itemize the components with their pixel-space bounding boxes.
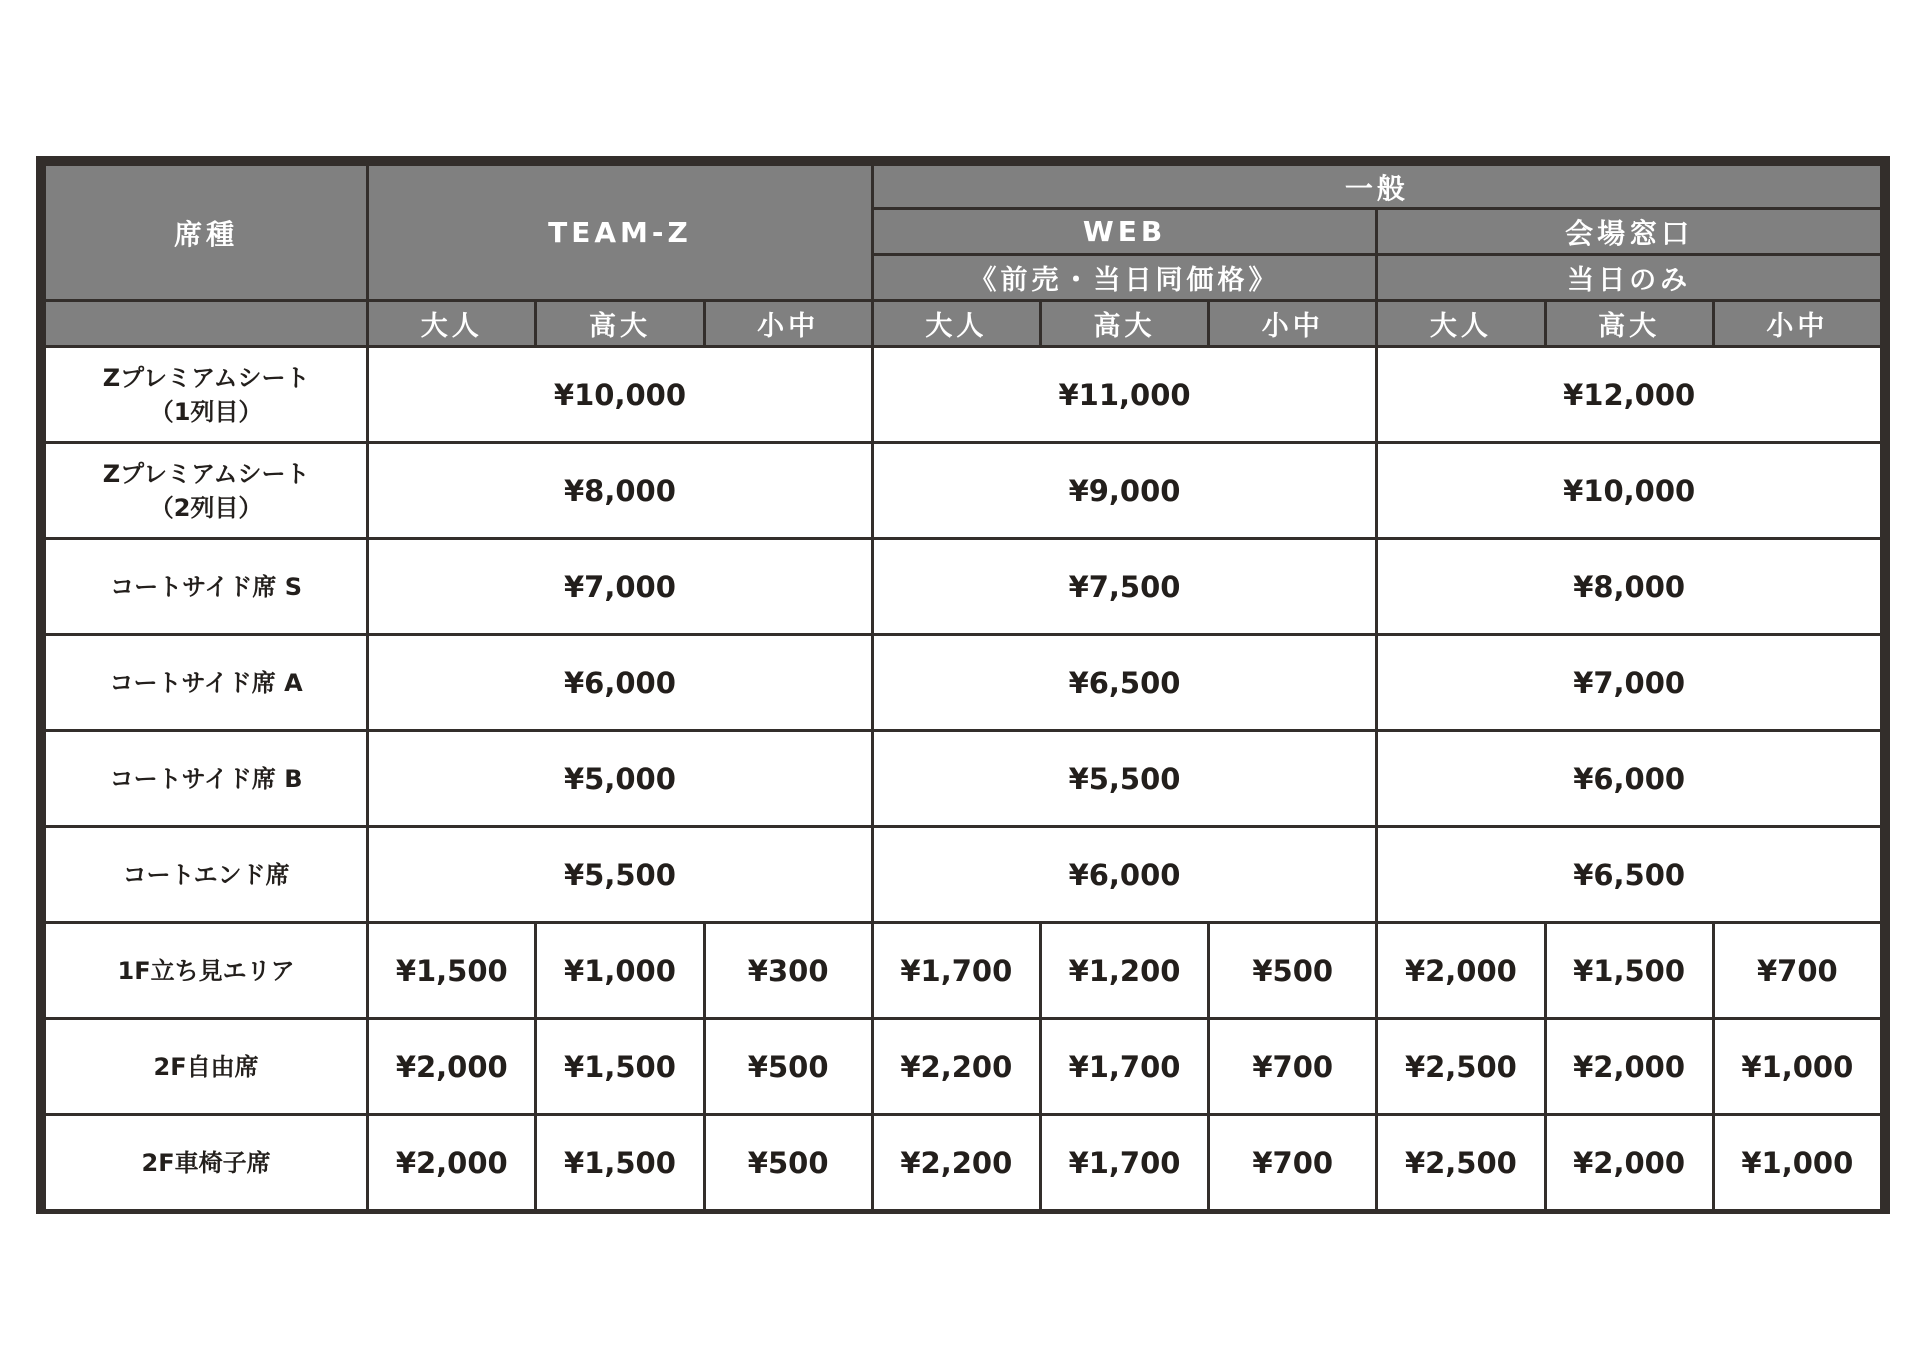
price-team-z: ¥7,000: [368, 539, 873, 635]
header-age-highschool-univ: 高大: [536, 301, 704, 347]
seat-name-sub: （2列目）: [149, 493, 263, 522]
price-box-office: ¥10,000: [1377, 443, 1882, 539]
header-age-child: 小中: [1209, 301, 1377, 347]
seat-name: Zプレミアムシート: [102, 459, 310, 488]
header-box-office: 会場窓口: [1377, 209, 1882, 255]
seat-name: コートサイド席 A: [45, 635, 368, 731]
price-box-office: ¥7,000: [1377, 635, 1882, 731]
header-age-adult: 大人: [872, 301, 1040, 347]
price-web: ¥11,000: [872, 347, 1377, 443]
price-table: [43, 163, 1883, 1212]
price-web: ¥9,000: [872, 443, 1377, 539]
price-team-z-adult: ¥2,000: [368, 1115, 536, 1211]
header-age-highschool-univ: 高大: [1545, 301, 1713, 347]
price-box-office: ¥6,000: [1377, 731, 1882, 827]
table-row: [45, 635, 1882, 731]
price-team-z: ¥5,000: [368, 731, 873, 827]
price-web: ¥5,500: [872, 731, 1377, 827]
price-web-child: ¥700: [1209, 1019, 1377, 1115]
table-row: [45, 923, 1882, 1019]
price-web-highschool-univ: ¥1,700: [1040, 1019, 1208, 1115]
price-web: ¥7,500: [872, 539, 1377, 635]
header-general: 一般: [872, 165, 1881, 209]
header-web: WEB: [872, 209, 1377, 255]
table-row: [45, 443, 1882, 539]
price-team-z-highschool-univ: ¥1,500: [536, 1115, 704, 1211]
seat-name: 2F車椅子席: [45, 1115, 368, 1211]
table-row: [45, 539, 1882, 635]
header-age-child: 小中: [704, 301, 872, 347]
price-team-z-adult: ¥2,000: [368, 1019, 536, 1115]
price-box-office: ¥6,500: [1377, 827, 1882, 923]
price-web-highschool-univ: ¥1,700: [1040, 1115, 1208, 1211]
price-team-z-child: ¥300: [704, 923, 872, 1019]
price-team-z-adult: ¥1,500: [368, 923, 536, 1019]
price-team-z-child: ¥500: [704, 1019, 872, 1115]
price-box-office-child: ¥1,000: [1713, 1115, 1881, 1211]
price-box-office-child: ¥1,000: [1713, 1019, 1881, 1115]
price-box-office-highschool-univ: ¥1,500: [1545, 923, 1713, 1019]
price-box-office-highschool-univ: ¥2,000: [1545, 1019, 1713, 1115]
seat-name: 2F自由席: [45, 1019, 368, 1115]
header-age-child: 小中: [1713, 301, 1881, 347]
price-web: ¥6,500: [872, 635, 1377, 731]
price-web-child: ¥500: [1209, 923, 1377, 1019]
price-web-adult: ¥2,200: [872, 1019, 1040, 1115]
table-row: [45, 347, 1882, 443]
price-team-z: ¥10,000: [368, 347, 873, 443]
seat-name-cell: [45, 443, 368, 539]
price-box-office-adult: ¥2,000: [1377, 923, 1545, 1019]
table-row: [45, 1019, 1882, 1115]
header-team-z: TEAM-Z: [368, 165, 873, 301]
table-row: [45, 827, 1882, 923]
price-team-z-highschool-univ: ¥1,500: [536, 1019, 704, 1115]
price-box-office-adult: ¥2,500: [1377, 1019, 1545, 1115]
header-age-adult: 大人: [1377, 301, 1545, 347]
table-row: [45, 731, 1882, 827]
price-table-frame: [36, 156, 1890, 1214]
header-box-office-note: 当日のみ: [1377, 255, 1882, 301]
price-web: ¥6,000: [872, 827, 1377, 923]
price-box-office-highschool-univ: ¥2,000: [1545, 1115, 1713, 1211]
seat-name: 1F立ち見エリア: [45, 923, 368, 1019]
seat-name-cell: [45, 347, 368, 443]
price-web-highschool-univ: ¥1,200: [1040, 923, 1208, 1019]
seat-name: コートサイド席 B: [45, 731, 368, 827]
seat-name: Zプレミアムシート: [102, 363, 310, 392]
price-team-z: ¥5,500: [368, 827, 873, 923]
price-box-office: ¥12,000: [1377, 347, 1882, 443]
price-team-z-highschool-univ: ¥1,000: [536, 923, 704, 1019]
table-row: [45, 1115, 1882, 1211]
price-web-child: ¥700: [1209, 1115, 1377, 1211]
price-box-office-adult: ¥2,500: [1377, 1115, 1545, 1211]
header-age-adult: 大人: [368, 301, 536, 347]
seat-name-sub: （1列目）: [149, 397, 263, 426]
price-web-adult: ¥1,700: [872, 923, 1040, 1019]
seat-name: コートエンド席: [45, 827, 368, 923]
price-web-adult: ¥2,200: [872, 1115, 1040, 1211]
header-seat-type-filler: [45, 301, 368, 347]
header-web-note: 《前売・当日同価格》: [872, 255, 1377, 301]
header-age-highschool-univ: 高大: [1040, 301, 1208, 347]
price-team-z: ¥8,000: [368, 443, 873, 539]
price-box-office-child: ¥700: [1713, 923, 1881, 1019]
price-team-z-child: ¥500: [704, 1115, 872, 1211]
price-box-office: ¥8,000: [1377, 539, 1882, 635]
header-seat-type: 席種: [45, 165, 368, 301]
price-team-z: ¥6,000: [368, 635, 873, 731]
seat-name: コートサイド席 S: [45, 539, 368, 635]
